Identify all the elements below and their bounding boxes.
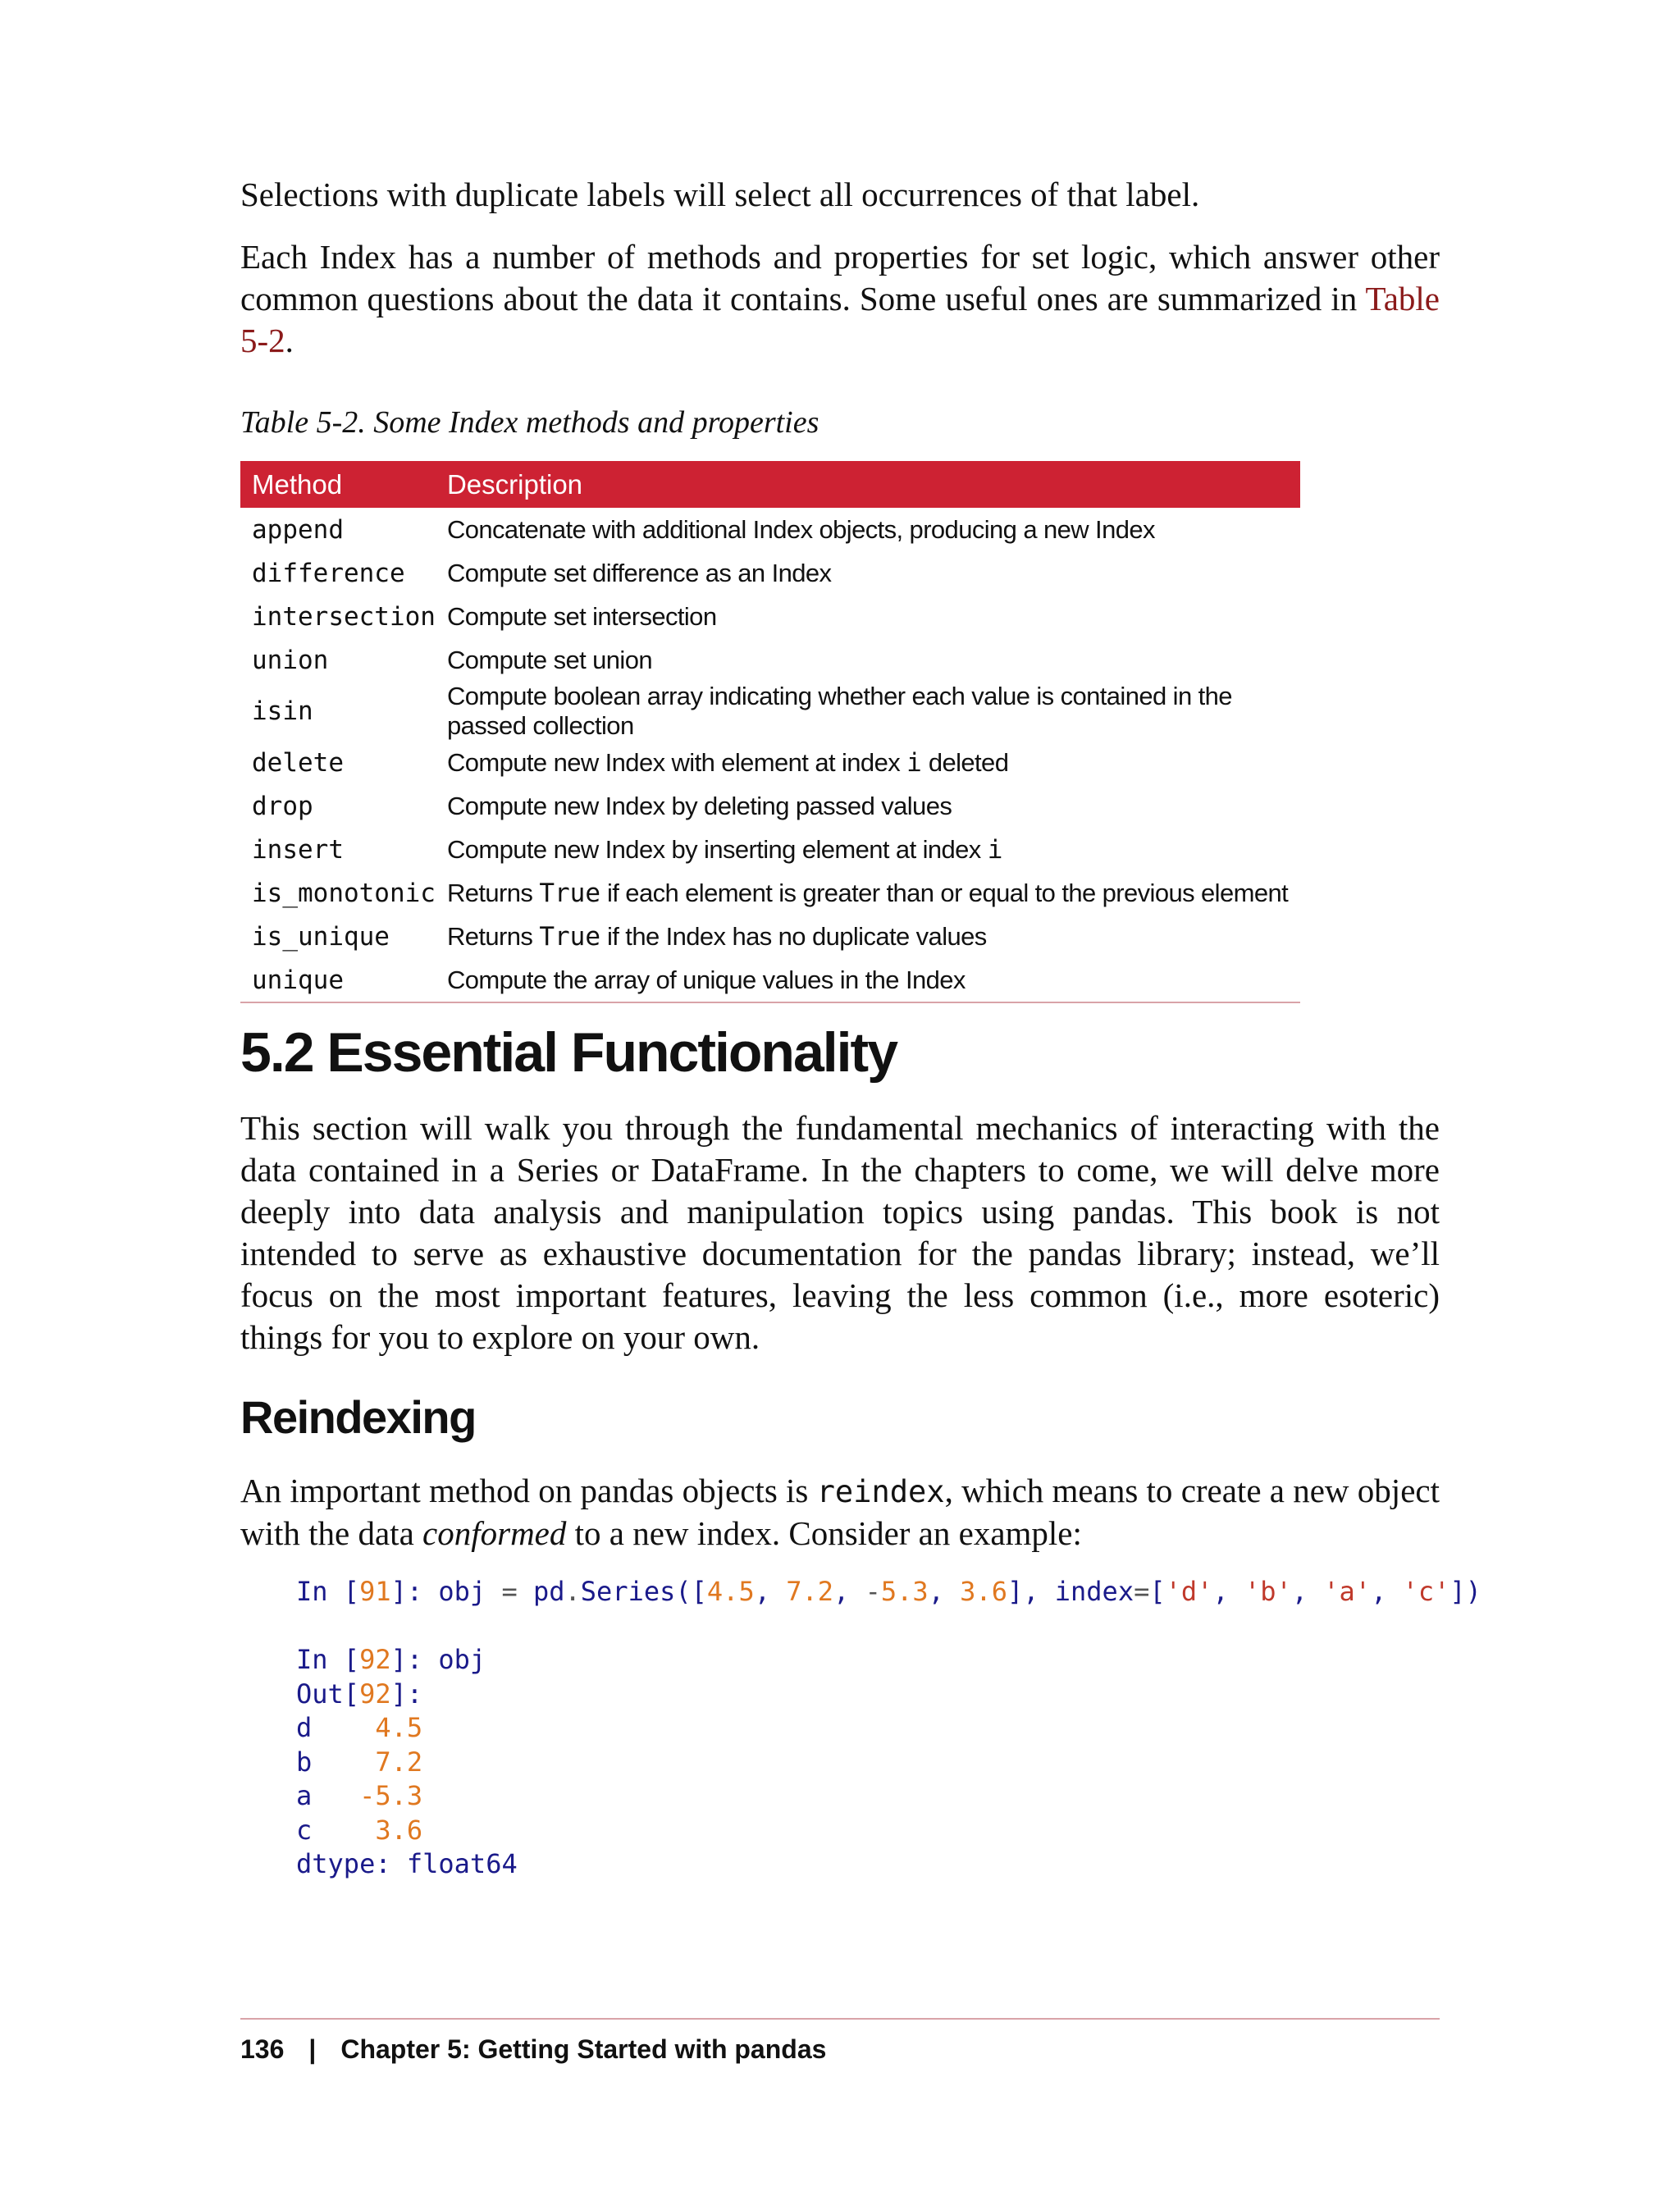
method-description: Compute set difference as an Index <box>446 558 832 587</box>
prompt-close: ]: <box>390 1576 439 1607</box>
desc-text: Compute new Index by inserting element at index <box>446 834 988 864</box>
method-name: intersection <box>252 601 436 632</box>
code-string: 'b' <box>1244 1576 1292 1607</box>
intro-block <box>240 174 1440 362</box>
intro-paragraph-2 <box>240 236 1440 362</box>
table-row <box>240 828 1300 871</box>
footer-separator: | <box>308 2034 317 2064</box>
table-row <box>240 638 1300 682</box>
code-operator: - <box>865 1576 881 1607</box>
table-row <box>240 551 1300 595</box>
reindexing-text-a: An important method on pandas objects is <box>240 1472 817 1509</box>
code-number: 7.2 <box>786 1576 834 1607</box>
code-token: obj <box>438 1644 486 1675</box>
prompt-number: 92 <box>359 1678 391 1710</box>
code-token: ]) <box>1449 1576 1481 1607</box>
code-token: [ <box>1149 1576 1166 1607</box>
method-name: delete <box>252 747 344 778</box>
method-name: difference <box>252 558 405 588</box>
series-value: -5.3 <box>359 1780 423 1811</box>
method-description: Compute new Index by deleting passed values <box>446 791 952 820</box>
reindexing-text-b: , which means to create a new object with the data <box>240 1472 1440 1552</box>
method-name: is_unique <box>252 921 390 952</box>
table-row <box>240 958 1300 1002</box>
series-pad <box>312 1746 375 1778</box>
code-token: pd <box>517 1576 565 1607</box>
code-number: 4.5 <box>706 1576 755 1607</box>
code-comma: , <box>833 1576 865 1607</box>
desc-code: True <box>539 878 600 908</box>
output-row <box>296 1780 422 1811</box>
desc-text: Returns <box>446 878 540 907</box>
series-label: c <box>296 1814 313 1846</box>
intro-paragraph-1: Selections with duplicate labels will select all occurrences of that label. <box>240 176 1200 213</box>
method-description: Compute set intersection <box>446 601 717 631</box>
dtype-label: dtype: <box>296 1848 407 1879</box>
code-operator: = <box>1134 1576 1150 1607</box>
series-pad <box>312 1712 375 1743</box>
series-value: 7.2 <box>375 1746 423 1778</box>
method-description: Compute boolean array indicating whether each value is contained in the passed collection <box>446 682 1232 740</box>
method-description <box>436 741 1300 784</box>
method-name: insert <box>252 834 344 865</box>
desc-code: i <box>987 834 1003 865</box>
index-methods-table <box>240 461 1300 1003</box>
page-number: 136 <box>240 2034 285 2064</box>
code-operator: . <box>564 1576 581 1607</box>
prompt-close: ]: <box>390 1678 423 1710</box>
method-name: union <box>252 645 329 675</box>
code-string: 'c' <box>1402 1576 1450 1607</box>
desc-text: if each element is greater than or equal to the previous element <box>600 878 1289 907</box>
output-row <box>296 1746 422 1778</box>
intro-paragraph-2-end: . <box>285 322 294 359</box>
series-label: a <box>296 1780 313 1811</box>
chapter-title: Chapter 5: Getting Started with pandas <box>340 2034 827 2064</box>
code-line-in91 <box>296 1576 1481 1607</box>
table-row <box>240 915 1300 958</box>
desc-text: deleted <box>921 747 1009 777</box>
desc-text: if the Index has no duplicate values <box>600 921 987 951</box>
method-name: is_monotonic <box>252 878 436 908</box>
prompt-number: 91 <box>359 1576 391 1607</box>
code-line-in92 <box>296 1644 486 1675</box>
section-body-block <box>240 1107 1440 1358</box>
intro-paragraph-2-text: Each Index has a number of methods and properties for set logic, which answer other common questions about the data it contains. Some useful ones are summarized in <box>240 238 1440 317</box>
series-pad <box>312 1780 359 1811</box>
page-footer <box>240 2031 826 2067</box>
code-token: obj <box>438 1576 502 1607</box>
output-row <box>296 1712 422 1743</box>
code-token: Series([ <box>580 1576 707 1607</box>
table-5-2-link[interactable]: Table 5-2 <box>240 280 1440 359</box>
table-row <box>240 741 1300 784</box>
method-description: Compute set union <box>446 645 652 674</box>
desc-code: True <box>539 921 600 952</box>
code-example <box>296 1575 1481 1882</box>
code-number: 5.3 <box>880 1576 929 1607</box>
method-name: isin <box>252 696 313 726</box>
reindexing-heading: Reindexing <box>240 1391 476 1443</box>
desc-text: Compute new Index with element at index <box>446 747 907 777</box>
method-name: append <box>252 514 344 545</box>
section-body-paragraph: This section will walk you through the fundamental mechanics of interacting with the data contained in a Series or DataFrame. In the chapters to come, we will delve more deeply into data analysis and manipulation topics using pandas. This book is not intended to serve as exhaustive documentation for the pandas library; instead, we’ll focus on the most important features, leaving the less common (i.e., more esoteric) things for you to explore on your own. <box>240 1109 1440 1356</box>
dtype-value: float64 <box>406 1848 518 1879</box>
desc-code: i <box>906 747 922 778</box>
code-comma: , <box>1371 1576 1403 1607</box>
reindexing-block <box>240 1470 1440 1554</box>
table-row <box>240 784 1300 828</box>
prompt-number: 92 <box>359 1644 391 1675</box>
prompt: In [ <box>296 1644 360 1675</box>
out-prompt: Out[ <box>296 1678 360 1710</box>
reindex-code: reindex <box>816 1474 945 1509</box>
desc-text: Returns <box>446 921 540 951</box>
footer-rule <box>240 2018 1440 2020</box>
series-value: 3.6 <box>375 1814 423 1846</box>
output-dtype <box>296 1848 518 1879</box>
method-name: unique <box>252 965 344 995</box>
code-line-out92 <box>296 1678 422 1710</box>
code-operator: = <box>501 1576 518 1607</box>
table-row <box>240 508 1300 551</box>
output-row <box>296 1815 422 1846</box>
code-number: 3.6 <box>960 1576 1007 1607</box>
series-label: b <box>296 1746 313 1778</box>
code-comma: , <box>928 1576 961 1607</box>
table-row <box>240 682 1300 741</box>
code-token: ], index <box>1007 1576 1134 1607</box>
reindexing-paragraph <box>240 1470 1440 1554</box>
code-comma: , <box>1291 1576 1324 1607</box>
method-description: Concatenate with additional Index objects, producing a new Index <box>446 514 1155 544</box>
table-row <box>240 871 1300 915</box>
code-comma: , <box>1212 1576 1244 1607</box>
reindexing-text-c: to a new index. Consider an example: <box>566 1514 1082 1552</box>
table-header-row <box>240 461 1300 508</box>
series-pad <box>312 1815 375 1846</box>
code-string: 'a' <box>1323 1576 1372 1607</box>
prompt-close: ]: <box>390 1644 439 1675</box>
method-description <box>436 871 1300 915</box>
table-caption: Table 5-2. Some Index methods and properties <box>240 405 819 440</box>
method-description <box>436 828 1300 871</box>
code-string: 'd' <box>1165 1576 1213 1607</box>
series-label: d <box>296 1712 313 1743</box>
table-row <box>240 595 1300 638</box>
header-method: Method <box>240 461 436 508</box>
conformed-emphasis: conformed <box>422 1514 567 1552</box>
method-description <box>436 915 1300 958</box>
series-value: 4.5 <box>375 1712 423 1743</box>
prompt: In [ <box>296 1576 360 1607</box>
header-description: Description <box>436 461 1300 508</box>
method-description: Compute the array of unique values in the Index <box>446 965 966 994</box>
method-name: drop <box>252 791 313 821</box>
code-comma: , <box>754 1576 787 1607</box>
section-title: 5.2 Essential Functionality <box>240 1021 897 1084</box>
